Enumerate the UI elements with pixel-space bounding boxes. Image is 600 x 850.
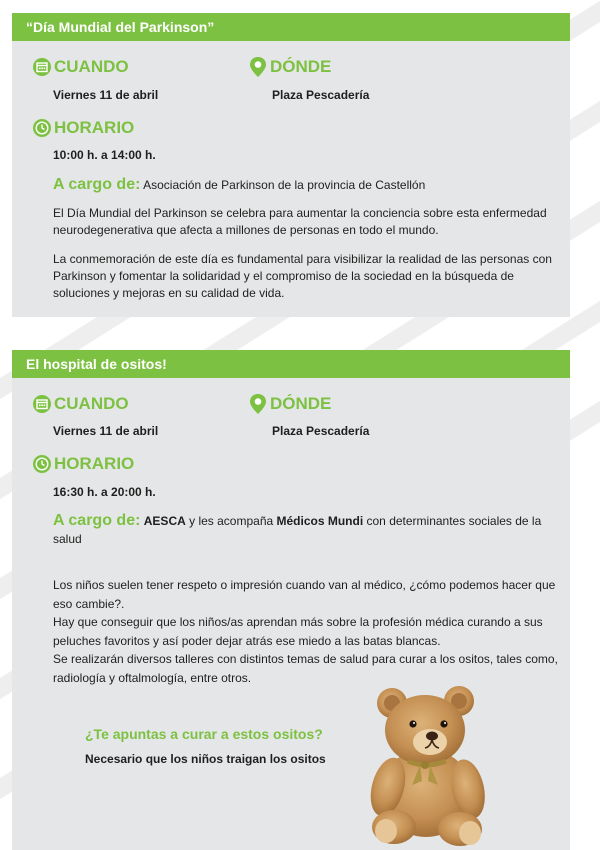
when-value: Viernes 11 de abril bbox=[53, 88, 159, 102]
where-label-row bbox=[249, 57, 331, 77]
organizer-value: Asociación de Parkinson de la provincia de Castellón bbox=[143, 178, 426, 192]
when-label-row bbox=[33, 57, 129, 77]
event-card-parkinson bbox=[12, 13, 570, 317]
organizer-line bbox=[53, 512, 543, 548]
calendar-icon bbox=[33, 58, 51, 76]
time-value: 10:00 h. a 14:00 h. bbox=[53, 148, 156, 162]
where-label-row bbox=[249, 394, 331, 414]
when-label: CUANDO bbox=[54, 57, 129, 76]
where-value: Plaza Pescadería bbox=[272, 88, 370, 102]
calendar-icon bbox=[33, 395, 51, 413]
event-card-ositos bbox=[12, 350, 570, 850]
organizer-label: A cargo de: bbox=[53, 176, 141, 193]
event-description bbox=[53, 576, 558, 687]
time-value: 16:30 h. a 20:00 h. bbox=[53, 485, 156, 499]
organizer-aesca: AESCA bbox=[143, 514, 186, 528]
description-paragraph: El Día Mundial del Parkinson se celebra para aumentar la conciencia sobre esta enfermedad neurodegenerativa que afecta a millones de personas en todo el mundo. bbox=[53, 206, 547, 237]
where-value: Plaza Pescadería bbox=[272, 424, 370, 438]
when-label-row bbox=[33, 394, 129, 414]
location-pin-icon bbox=[249, 57, 267, 77]
teddy-bear-image bbox=[364, 685, 494, 847]
event-title: “Día Mundial del Parkinson” bbox=[12, 13, 570, 41]
organizer-rest: con determinantes sociales de la salud bbox=[53, 514, 542, 546]
event-description bbox=[53, 205, 555, 302]
where-label: DÓNDE bbox=[270, 394, 332, 413]
organizer-medicos-mundi: Médicos Mundi bbox=[276, 514, 364, 528]
when-label: CUANDO bbox=[54, 394, 129, 413]
where-label: DÓNDE bbox=[270, 57, 332, 76]
cta-subtext: Necesario que los niños traigan los ositos bbox=[85, 752, 326, 766]
description-paragraph: Los niños suelen tener respeto o impresión cuando van al médico, ¿cómo podemos hacer que eso cambie?. bbox=[53, 578, 556, 611]
organizer-label: A cargo de: bbox=[53, 512, 141, 529]
time-label-row bbox=[33, 118, 134, 138]
clock-icon bbox=[33, 455, 51, 473]
clock-icon bbox=[33, 119, 51, 137]
time-label-row bbox=[33, 454, 134, 474]
location-pin-icon bbox=[249, 394, 267, 414]
description-paragraph: La conmemoración de este día es fundamental para visibilizar la realidad de las personas con Parkinson y fomentar la solidaridad y el compromiso de la sociedad en la búsqueda de soluciones y mejoras en su calidad de vida. bbox=[53, 252, 552, 300]
organizer-connector: y les acompaña bbox=[185, 514, 277, 528]
time-label: HORARIO bbox=[54, 118, 135, 137]
cta-heading: ¿Te apuntas a curar a estos ositos? bbox=[85, 726, 323, 742]
organizer-line bbox=[53, 176, 553, 194]
description-paragraph: Hay que conseguir que los niños/as aprendan más sobre la profesión médica curando a sus peluches favoritos y así poder dejar atrás ese miedo a las batas blancas. bbox=[53, 615, 543, 648]
time-label: HORARIO bbox=[54, 454, 135, 473]
event-title: El hospital de ositos! bbox=[12, 350, 570, 378]
description-paragraph: Se realizarán diversos talleres con distintos temas de salud para curar a los ositos, tales como, radiología y oftalmología, entre otros. bbox=[53, 652, 558, 685]
when-value: Viernes 11 de abril bbox=[53, 424, 159, 438]
